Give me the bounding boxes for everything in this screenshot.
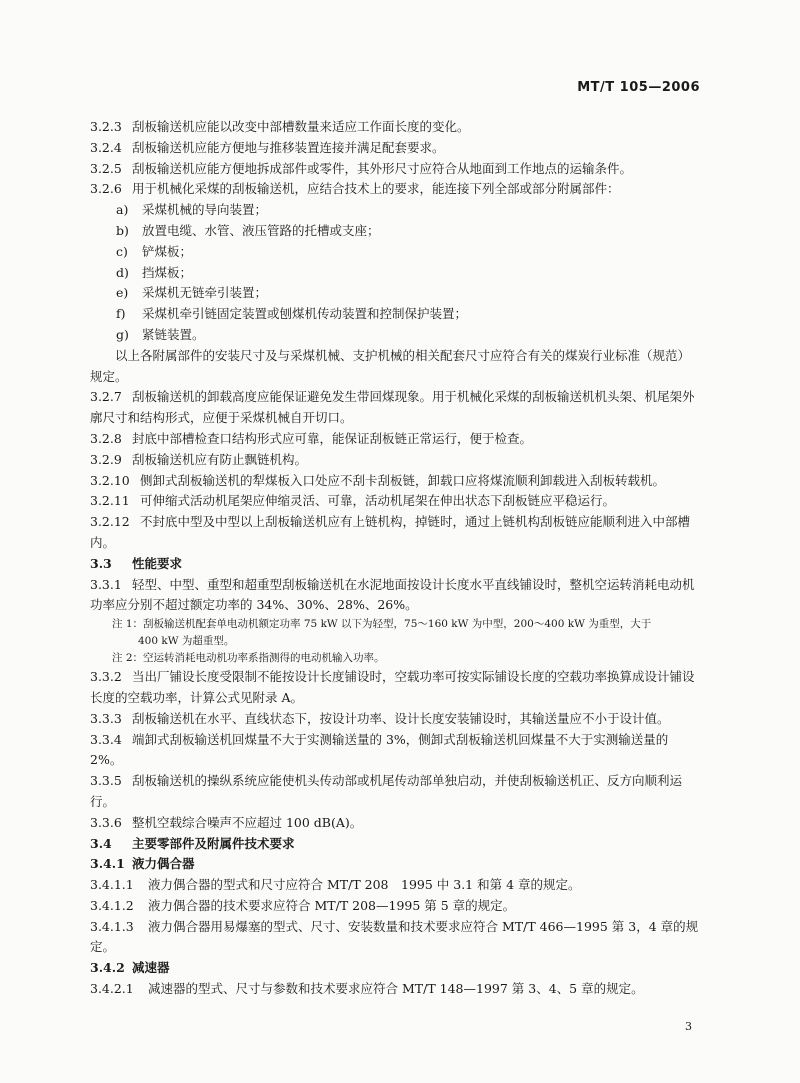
note-1 — [90, 616, 700, 650]
clause-text: 刮板输送机应能以改变中部槽数量来适应工作面长度的变化。 — [132, 119, 470, 134]
clause-3-3-4 — [90, 730, 700, 772]
clause-number: 3.3.1 — [90, 576, 122, 592]
list-item — [90, 325, 700, 346]
list-item-text: 采煤机牵引链固定装置或刨煤机传动装置和控制保护装置； — [142, 306, 468, 322]
clause-3-2-4 — [90, 138, 700, 159]
clause-3-3-6 — [90, 813, 700, 834]
clause-3-2-3 — [90, 117, 700, 138]
section-3-4-heading — [90, 834, 700, 855]
list-item — [90, 221, 700, 242]
clause-3-2-11 — [90, 491, 700, 512]
list-item-label: c) — [116, 243, 128, 259]
clause-number: 3.2.12 — [90, 514, 130, 530]
list-item-text: 铲煤板； — [142, 243, 193, 259]
list-item-text: 挡煤板； — [142, 264, 193, 280]
clause-number: 3.2.10 — [90, 472, 130, 488]
clause-number: 3.2.6 — [90, 181, 122, 197]
clause-text: 液力偶合器的技术要求应符合 MT/T 208—1995 第 5 章的规定。 — [148, 897, 516, 913]
section-3-4-1-heading — [90, 854, 700, 875]
list-item-text: 采煤机械的导向装置； — [142, 202, 268, 218]
clause-3-4-1-3 — [90, 917, 700, 959]
clause-number: 3.3.5 — [90, 773, 122, 789]
list-item-label: d) — [116, 264, 129, 280]
clause-number: 3.4.1.3 — [90, 918, 134, 934]
note-text-continued: 400 kW 为超重型。 — [138, 635, 235, 648]
clause-3-3-3 — [90, 709, 700, 730]
clause-text: 用于机械化采煤的刮板输送机，应结合技术上的要求，能连接下列全部或部分附属部件： — [132, 181, 620, 197]
clause-3-2-8 — [90, 429, 700, 450]
clause-number: 3.3.6 — [90, 814, 122, 830]
clause-text: 侧卸式刮板输送机的犁煤板入口处应不刮卡刮板链，卸载口应将煤流顺利卸载进入刮板转载机。 — [140, 472, 666, 488]
page-number: 3 — [685, 1020, 692, 1033]
clause-number: 3.3.3 — [90, 710, 122, 726]
list-item — [90, 304, 700, 325]
clause-text: 刮板输送机应有防止飘链机构。 — [132, 451, 308, 467]
clause-number: 3.4.2.1 — [90, 981, 134, 997]
clause-text: 轻型、中型、重型和超重型刮板输送机在水泥地面按设计长度水平直线铺设时，整机空运转消耗电动机功率应分别不超过额定功率的 34%、30%、28%、26%。 — [90, 576, 695, 613]
section-title: 减速器 — [132, 960, 170, 976]
clause-number: 3.2.3 — [90, 119, 122, 134]
clause-3-4-2-1 — [90, 979, 700, 1000]
clause-number: 3.4.1.2 — [90, 897, 134, 913]
clause-number: 3.2.7 — [90, 389, 122, 405]
list-item-label: f) — [116, 306, 126, 322]
clause-3-2-9 — [90, 450, 700, 471]
clause-text: 当出厂铺设长度受限制不能按设计长度铺设时，空载功率可按实际铺设长度的空载功率换算成设计铺设长度的空载功率，计算公式见附录 A。 — [90, 669, 695, 705]
note-label: 注 1： — [112, 618, 144, 631]
clause-3-4-1-2 — [90, 896, 700, 917]
clause-3-2-12 — [90, 512, 700, 554]
section-3-3-heading — [90, 554, 700, 575]
clause-number: 3.4.1.1 — [90, 877, 134, 893]
section-title: 液力偶合器 — [132, 856, 195, 872]
document-body — [90, 117, 700, 1000]
clause-3-4-1-1 — [90, 875, 700, 896]
clause-text: 可伸缩式活动机尾架应伸缩灵活、可靠，活动机尾架在伸出状态下刮板链应平稳运行。 — [140, 493, 616, 509]
clause-text: 液力偶合器的型式和尺寸应符合 MT/T 208 1995 中 3.1 和第 4 章的规定。 — [148, 877, 581, 893]
list-item-text: 放置电缆、水管、液压管路的托槽或支座； — [142, 222, 380, 238]
list-item-text: 紧链装置。 — [142, 326, 205, 342]
clause-number: 3.3.4 — [90, 731, 122, 747]
list-item-label: e) — [116, 285, 129, 301]
section-3-4-2-heading — [90, 958, 700, 979]
list-item — [90, 263, 700, 284]
clause-text: 不封底中型及中型以上刮板输送机应有上链机构，掉链时，通过上链机构刮板链应能顺利进入中部槽内。 — [90, 514, 691, 550]
clause-text: 端卸式刮板输送机回煤量不大于实测输送量的 3%，侧卸式刮板输送机回煤量不大于实测输送量的 2%。 — [90, 731, 669, 768]
clause-text: 减速器的型式、尺寸与参数和技术要求应符合 MT/T 148—1997 第 3、4、5 章的规定。 — [148, 981, 644, 997]
standard-code: MT/T 105—2006 — [577, 80, 700, 95]
clause-number: 3.2.4 — [90, 139, 122, 155]
clause-3-2-6 — [90, 179, 700, 200]
clause-number: 3.3.2 — [90, 669, 122, 685]
list-item — [90, 242, 700, 263]
clause-number: 3.2.5 — [90, 160, 122, 176]
clause-3-3-5 — [90, 771, 700, 813]
clause-3-2-7 — [90, 387, 700, 429]
section-number: 3.4 — [90, 835, 112, 851]
clause-3-2-5 — [90, 159, 700, 180]
list-item-text: 采煤机无链牵引装置； — [142, 285, 268, 301]
clause-3-3-1 — [90, 575, 700, 617]
list-item-label: a) — [116, 202, 129, 218]
section-title: 主要零部件及附属件技术要求 — [132, 835, 295, 851]
section-title: 性能要求 — [132, 555, 183, 571]
clause-text: 刮板输送机应能方便地与推移装置连接并满足配套要求。 — [132, 139, 445, 155]
clause-3-3-2 — [90, 667, 700, 709]
clause-text: 整机空载综合噪声不应超过 100 dB(A)。 — [132, 814, 363, 830]
list-item — [90, 200, 700, 221]
clause-text: 刮板输送机的操纵系统应能使机头传动部或机尾传动部单独启动，并使刮板输送机正、反方向顺利运行。 — [90, 773, 683, 809]
clause-text: 刮板输送机应能方便地拆成部件或零件，其外形尺寸应符合从地面到工作地点的运输条件。 — [132, 160, 633, 176]
list-item-label: b) — [116, 222, 129, 238]
clause-number: 3.2.8 — [90, 430, 122, 446]
note-2: 注 2：空运转消耗电动机功率系指测得的电动机输入功率。 — [112, 652, 385, 665]
note-text: 刮板输送机配套单电动机额定功率 75 kW 以下为轻型，75～160 kW 为中型，200～400 kW 为重型，大于 — [143, 618, 652, 631]
list-item-label: g) — [116, 326, 129, 342]
clause-3-2-10 — [90, 471, 700, 492]
clause-number: 3.2.11 — [90, 493, 130, 509]
clause-text: 封底中部槽检查口结构形式应可靠，能保证刮板链正常运行，便于检查。 — [132, 430, 533, 446]
clause-text: 刮板输送机在水平、直线状态下，按设计功率、设计长度安装铺设时，其输送量应不小于设计值。 — [132, 710, 670, 726]
clause-text: 刮板输送机的卸载高度应能保证避免发生带回煤现象。用于机械化采煤的刮板输送机机头架、机尾架外廓尺寸和结构形式，应便于采煤机械自开切口。 — [90, 389, 695, 426]
clause-3-2-6-after: 以上各附属部件的安装尺寸及与采煤机械、支护机械的相关配套尺寸应符合有关的煤炭行业标准（规范）规定。 — [90, 347, 691, 384]
section-number: 3.3 — [90, 555, 112, 571]
clause-text: 液力偶合器用易爆塞的型式、尺寸、安装数量和技术要求应符合 MT/T 466—1995 第 3，4 章的规定。 — [90, 918, 699, 955]
clause-number: 3.2.9 — [90, 451, 122, 467]
section-number: 3.4.1 — [90, 856, 125, 872]
section-number: 3.4.2 — [90, 960, 125, 976]
list-item — [90, 283, 700, 304]
